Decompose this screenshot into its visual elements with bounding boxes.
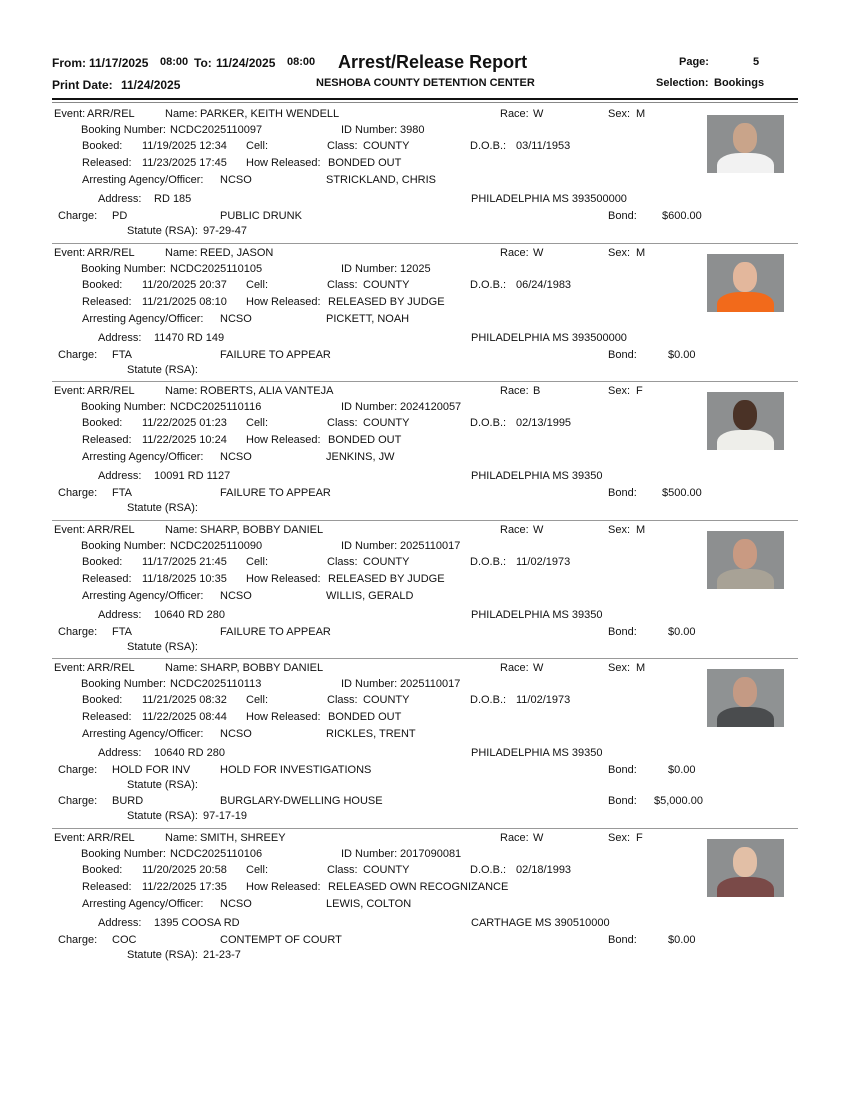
booked-label: Booked: bbox=[82, 556, 123, 568]
charge-description: FAILURE TO APPEAR bbox=[220, 487, 331, 499]
booking-photo bbox=[707, 254, 784, 312]
booking-photo bbox=[707, 115, 784, 173]
dob-value: 02/13/1995 bbox=[516, 417, 572, 429]
to-label: To: bbox=[194, 56, 212, 70]
page-label: Page: bbox=[679, 56, 709, 68]
id-number-label: ID Number: bbox=[341, 401, 398, 413]
charge-code: FTA bbox=[112, 349, 132, 361]
name-label: Name: bbox=[165, 524, 198, 536]
address-value: 10640 RD 280 bbox=[154, 747, 225, 759]
address-value: 10091 RD 1127 bbox=[154, 470, 231, 482]
cell-label: Cell: bbox=[246, 140, 269, 152]
person-name: SHARP, BOBBY DANIEL bbox=[200, 524, 324, 536]
released-label: Released: bbox=[82, 711, 132, 723]
statute-label: Statute (RSA): bbox=[127, 810, 198, 822]
bond-amount: $600.00 bbox=[662, 210, 702, 222]
class-value: COUNTY bbox=[363, 864, 410, 876]
selection-label: Selection: bbox=[656, 77, 709, 89]
class-value: COUNTY bbox=[363, 279, 410, 291]
class-label: Class: bbox=[327, 140, 358, 152]
race-label: Race: bbox=[500, 524, 529, 536]
name-label: Name: bbox=[165, 247, 198, 259]
bond-label: Bond: bbox=[608, 934, 637, 946]
agency-value: NCSO bbox=[220, 313, 252, 325]
statute-label: Statute (RSA): bbox=[127, 949, 198, 961]
booked-label: Booked: bbox=[82, 864, 123, 876]
race-label: Race: bbox=[500, 832, 529, 844]
bond-amount: $5,000.00 bbox=[654, 795, 703, 807]
race-label: Race: bbox=[500, 662, 529, 674]
how-released-label: How Released: bbox=[246, 157, 321, 169]
photo-face bbox=[733, 123, 757, 153]
race-value: W bbox=[533, 524, 544, 536]
bond-amount: $500.00 bbox=[662, 487, 702, 499]
sex-value: F bbox=[636, 385, 643, 397]
charge-label: Charge: bbox=[58, 210, 98, 222]
charge-code: BURD bbox=[112, 795, 144, 807]
id-number-label: ID Number: bbox=[341, 678, 398, 690]
agency-value: NCSO bbox=[220, 898, 252, 910]
how-released-label: How Released: bbox=[246, 881, 321, 893]
city-state-zip: PHILADELPHIA MS 39350 bbox=[471, 470, 603, 482]
city-state-zip: CARTHAGE MS 390510000 bbox=[471, 917, 610, 929]
how-released-value: BONDED OUT bbox=[328, 711, 402, 723]
officer-name: PICKETT, NOAH bbox=[326, 313, 410, 325]
photo-torso bbox=[717, 707, 774, 727]
class-value: COUNTY bbox=[363, 694, 410, 706]
sex-label: Sex: bbox=[608, 108, 631, 120]
to-time: 08:00 bbox=[287, 56, 316, 68]
city-state-zip: PHILADELPHIA MS 39350 bbox=[471, 609, 603, 621]
bond-amount: $0.00 bbox=[668, 934, 696, 946]
booking-number: NCDC2025110097 bbox=[170, 124, 263, 136]
photo-face bbox=[733, 400, 757, 430]
event-label: Event: bbox=[54, 524, 86, 536]
name-label: Name: bbox=[165, 662, 198, 674]
charge-label: Charge: bbox=[58, 626, 98, 638]
how-released-label: How Released: bbox=[246, 296, 321, 308]
to-date: 11/24/2025 bbox=[216, 56, 276, 70]
booking-number-label: Booking Number: bbox=[81, 848, 166, 860]
id-number-label: ID Number: bbox=[341, 124, 398, 136]
address-label: Address: bbox=[98, 193, 142, 205]
report-title: Arrest/Release Report bbox=[338, 52, 528, 72]
race-value: W bbox=[533, 662, 544, 674]
event-value: ARR/REL bbox=[87, 832, 135, 844]
address-value: RD 185 bbox=[154, 193, 192, 205]
city-state-zip: PHILADELPHIA MS 39350 bbox=[471, 747, 603, 759]
record-divider bbox=[52, 658, 798, 659]
facility-name: NESHOBA COUNTY DETENTION CENTER bbox=[316, 77, 535, 89]
photo-face bbox=[733, 262, 757, 292]
sex-value: M bbox=[636, 108, 646, 120]
booked-label: Booked: bbox=[82, 279, 123, 291]
how-released-label: How Released: bbox=[246, 573, 321, 585]
agency-value: NCSO bbox=[220, 451, 252, 463]
charge-label: Charge: bbox=[58, 349, 98, 361]
address-label: Address: bbox=[98, 747, 142, 759]
header-divider bbox=[52, 98, 798, 100]
id-number-label: ID Number: bbox=[341, 540, 398, 552]
booked-label: Booked: bbox=[82, 694, 123, 706]
statute-label: Statute (RSA): bbox=[127, 225, 198, 237]
booking-photo bbox=[707, 392, 784, 450]
charge-description: FAILURE TO APPEAR bbox=[220, 626, 331, 638]
how-released-value: RELEASED BY JUDGE bbox=[328, 296, 445, 308]
class-value: COUNTY bbox=[363, 417, 410, 429]
dob-label: D.O.B.: bbox=[470, 140, 507, 152]
bond-label: Bond: bbox=[608, 349, 637, 361]
from-time: 08:00 bbox=[160, 56, 189, 68]
agency-officer-label: Arresting Agency/Officer: bbox=[82, 898, 204, 910]
booked-label: Booked: bbox=[82, 417, 123, 429]
booking-photo bbox=[707, 531, 784, 589]
how-released-label: How Released: bbox=[246, 711, 321, 723]
person-name: ROBERTS, ALIA VANTEJA bbox=[200, 385, 334, 397]
cell-label: Cell: bbox=[246, 556, 269, 568]
id-number: 2017090081 bbox=[400, 848, 462, 860]
agency-value: NCSO bbox=[220, 728, 252, 740]
dob-label: D.O.B.: bbox=[470, 694, 507, 706]
dob-label: D.O.B.: bbox=[470, 279, 507, 291]
booking-number-label: Booking Number: bbox=[81, 401, 166, 413]
statute-label: Statute (RSA): bbox=[127, 364, 198, 376]
agency-officer-label: Arresting Agency/Officer: bbox=[82, 590, 204, 602]
id-number-label: ID Number: bbox=[341, 848, 398, 860]
booked-datetime: 11/22/2025 01:23 bbox=[142, 417, 227, 429]
race-label: Race: bbox=[500, 247, 529, 259]
event-label: Event: bbox=[54, 662, 86, 674]
race-value: W bbox=[533, 108, 544, 120]
sex-value: M bbox=[636, 524, 646, 536]
race-label: Race: bbox=[500, 385, 529, 397]
officer-name: STRICKLAND, CHRIS bbox=[326, 174, 437, 186]
dob-value: 11/02/1973 bbox=[516, 556, 571, 568]
class-label: Class: bbox=[327, 417, 358, 429]
event-value: ARR/REL bbox=[87, 524, 135, 536]
name-label: Name: bbox=[165, 832, 198, 844]
sex-label: Sex: bbox=[608, 832, 631, 844]
event-value: ARR/REL bbox=[87, 108, 135, 120]
event-label: Event: bbox=[54, 108, 86, 120]
how-released-value: BONDED OUT bbox=[328, 434, 402, 446]
photo-face bbox=[733, 539, 757, 569]
event-value: ARR/REL bbox=[87, 247, 135, 259]
name-label: Name: bbox=[165, 385, 198, 397]
released-label: Released: bbox=[82, 296, 132, 308]
race-label: Race: bbox=[500, 108, 529, 120]
header-divider-thin bbox=[52, 102, 798, 103]
print-date: 11/24/2025 bbox=[121, 78, 181, 92]
charge-code: HOLD FOR INV bbox=[112, 764, 191, 776]
address-label: Address: bbox=[98, 609, 142, 621]
id-number: 2025110017 bbox=[400, 678, 461, 690]
booking-number: NCDC2025110106 bbox=[170, 848, 263, 860]
booking-photo bbox=[707, 839, 784, 897]
sex-label: Sex: bbox=[608, 385, 631, 397]
released-datetime: 11/22/2025 17:35 bbox=[142, 881, 227, 893]
dob-value: 11/02/1973 bbox=[516, 694, 571, 706]
person-name: SMITH, SHREEY bbox=[200, 832, 286, 844]
dob-value: 03/11/1953 bbox=[516, 140, 571, 152]
photo-torso bbox=[717, 569, 774, 589]
sex-value: M bbox=[636, 247, 646, 259]
class-label: Class: bbox=[327, 864, 358, 876]
agency-officer-label: Arresting Agency/Officer: bbox=[82, 313, 204, 325]
charge-code: PD bbox=[112, 210, 128, 222]
class-label: Class: bbox=[327, 279, 358, 291]
sex-label: Sex: bbox=[608, 247, 631, 259]
cell-label: Cell: bbox=[246, 864, 269, 876]
bond-label: Bond: bbox=[608, 764, 637, 776]
booked-label: Booked: bbox=[82, 140, 123, 152]
id-number-label: ID Number: bbox=[341, 263, 398, 275]
statute-value: 21-23-7 bbox=[203, 949, 241, 961]
booked-datetime: 11/17/2025 21:45 bbox=[142, 556, 227, 568]
from-label: From: bbox=[52, 56, 86, 70]
statute-label: Statute (RSA): bbox=[127, 502, 198, 514]
dob-label: D.O.B.: bbox=[470, 417, 507, 429]
officer-name: LEWIS, COLTON bbox=[326, 898, 412, 910]
booking-number: NCDC2025110116 bbox=[170, 401, 262, 413]
statute-value: 97-17-19 bbox=[203, 810, 248, 822]
class-value: COUNTY bbox=[363, 140, 410, 152]
sex-label: Sex: bbox=[608, 662, 631, 674]
photo-torso bbox=[717, 430, 774, 450]
event-label: Event: bbox=[54, 385, 86, 397]
cell-label: Cell: bbox=[246, 694, 269, 706]
dob-value: 02/18/1993 bbox=[516, 864, 572, 876]
released-datetime: 11/21/2025 08:10 bbox=[142, 296, 227, 308]
charge-description: FAILURE TO APPEAR bbox=[220, 349, 331, 361]
charge-label: Charge: bbox=[58, 934, 98, 946]
from-date: 11/17/2025 bbox=[89, 56, 149, 70]
agency-value: NCSO bbox=[220, 590, 252, 602]
id-number: 3980 bbox=[400, 124, 425, 136]
agency-officer-label: Arresting Agency/Officer: bbox=[82, 728, 204, 740]
booking-number: NCDC2025110105 bbox=[170, 263, 263, 275]
booking-number-label: Booking Number: bbox=[81, 678, 166, 690]
released-label: Released: bbox=[82, 157, 132, 169]
city-state-zip: PHILADELPHIA MS 393500000 bbox=[471, 193, 627, 205]
charge-label: Charge: bbox=[58, 764, 98, 776]
selection-value: Bookings bbox=[714, 77, 765, 89]
how-released-value: RELEASED BY JUDGE bbox=[328, 573, 445, 585]
address-value: 11470 RD 149 bbox=[154, 332, 225, 344]
record-divider bbox=[52, 520, 798, 521]
booked-datetime: 11/21/2025 08:32 bbox=[142, 694, 227, 706]
sex-value: F bbox=[636, 832, 643, 844]
race-value: B bbox=[533, 385, 541, 397]
record-divider bbox=[52, 243, 798, 244]
agency-officer-label: Arresting Agency/Officer: bbox=[82, 174, 204, 186]
charge-description: PUBLIC DRUNK bbox=[220, 210, 302, 222]
booking-number-label: Booking Number: bbox=[81, 263, 166, 275]
booking-number: NCDC2025110090 bbox=[170, 540, 263, 552]
address-value: 1395 COOSA RD bbox=[154, 917, 240, 929]
booking-photo bbox=[707, 669, 784, 727]
charge-label: Charge: bbox=[58, 795, 98, 807]
person-name: REED, JASON bbox=[200, 247, 274, 259]
dob-label: D.O.B.: bbox=[470, 864, 507, 876]
booked-datetime: 11/20/2025 20:58 bbox=[142, 864, 227, 876]
id-number: 2024120057 bbox=[400, 401, 462, 413]
how-released-value: RELEASED OWN RECOGNIZANCE bbox=[328, 881, 509, 893]
booking-number-label: Booking Number: bbox=[81, 124, 166, 136]
statute-label: Statute (RSA): bbox=[127, 779, 198, 791]
address-label: Address: bbox=[98, 470, 142, 482]
statute-value: 97-29-47 bbox=[203, 225, 248, 237]
booking-number: NCDC2025110113 bbox=[170, 678, 262, 690]
photo-face bbox=[733, 677, 757, 707]
event-value: ARR/REL bbox=[87, 662, 135, 674]
photo-torso bbox=[717, 292, 774, 312]
charge-description: CONTEMPT OF COURT bbox=[220, 934, 342, 946]
dob-value: 06/24/1983 bbox=[516, 279, 572, 291]
event-value: ARR/REL bbox=[87, 385, 135, 397]
bond-amount: $0.00 bbox=[668, 626, 696, 638]
person-name: SHARP, BOBBY DANIEL bbox=[200, 662, 324, 674]
address-value: 10640 RD 280 bbox=[154, 609, 225, 621]
address-label: Address: bbox=[98, 917, 142, 929]
agency-value: NCSO bbox=[220, 174, 252, 186]
charge-label: Charge: bbox=[58, 487, 98, 499]
bond-label: Bond: bbox=[608, 487, 637, 499]
record-divider bbox=[52, 828, 798, 829]
booked-datetime: 11/20/2025 20:37 bbox=[142, 279, 227, 291]
charge-code: FTA bbox=[112, 487, 132, 499]
officer-name: WILLIS, GERALD bbox=[326, 590, 414, 602]
cell-label: Cell: bbox=[246, 417, 269, 429]
released-datetime: 11/22/2025 10:24 bbox=[142, 434, 227, 446]
booked-datetime: 11/19/2025 12:34 bbox=[142, 140, 227, 152]
agency-officer-label: Arresting Agency/Officer: bbox=[82, 451, 204, 463]
event-label: Event: bbox=[54, 247, 86, 259]
photo-torso bbox=[717, 153, 774, 173]
record-divider bbox=[52, 381, 798, 382]
statute-label: Statute (RSA): bbox=[127, 641, 198, 653]
photo-torso bbox=[717, 877, 774, 897]
bond-label: Bond: bbox=[608, 795, 637, 807]
class-value: COUNTY bbox=[363, 556, 410, 568]
bond-label: Bond: bbox=[608, 626, 637, 638]
charge-description: BURGLARY-DWELLING HOUSE bbox=[220, 795, 383, 807]
race-value: W bbox=[533, 832, 544, 844]
how-released-label: How Released: bbox=[246, 434, 321, 446]
print-date-label: Print Date: bbox=[52, 78, 113, 92]
address-label: Address: bbox=[98, 332, 142, 344]
released-datetime: 11/18/2025 10:35 bbox=[142, 573, 227, 585]
charge-code: COC bbox=[112, 934, 137, 946]
officer-name: RICKLES, TRENT bbox=[326, 728, 416, 740]
event-label: Event: bbox=[54, 832, 86, 844]
released-datetime: 11/22/2025 08:44 bbox=[142, 711, 227, 723]
how-released-value: BONDED OUT bbox=[328, 157, 402, 169]
name-label: Name: bbox=[165, 108, 198, 120]
race-value: W bbox=[533, 247, 544, 259]
released-label: Released: bbox=[82, 881, 132, 893]
class-label: Class: bbox=[327, 556, 358, 568]
id-number: 2025110017 bbox=[400, 540, 461, 552]
released-label: Released: bbox=[82, 573, 132, 585]
sex-label: Sex: bbox=[608, 524, 631, 536]
released-datetime: 11/23/2025 17:45 bbox=[142, 157, 227, 169]
released-label: Released: bbox=[82, 434, 132, 446]
photo-face bbox=[733, 847, 757, 877]
charge-description: HOLD FOR INVESTIGATIONS bbox=[220, 764, 372, 776]
bond-amount: $0.00 bbox=[668, 349, 696, 361]
person-name: PARKER, KEITH WENDELL bbox=[200, 108, 340, 120]
page-number: 5 bbox=[753, 56, 760, 68]
booking-number-label: Booking Number: bbox=[81, 540, 166, 552]
class-label: Class: bbox=[327, 694, 358, 706]
bond-amount: $0.00 bbox=[668, 764, 696, 776]
charge-code: FTA bbox=[112, 626, 132, 638]
cell-label: Cell: bbox=[246, 279, 269, 291]
dob-label: D.O.B.: bbox=[470, 556, 507, 568]
id-number: 12025 bbox=[400, 263, 431, 275]
sex-value: M bbox=[636, 662, 646, 674]
officer-name: JENKINS, JW bbox=[326, 451, 395, 463]
city-state-zip: PHILADELPHIA MS 393500000 bbox=[471, 332, 627, 344]
bond-label: Bond: bbox=[608, 210, 637, 222]
